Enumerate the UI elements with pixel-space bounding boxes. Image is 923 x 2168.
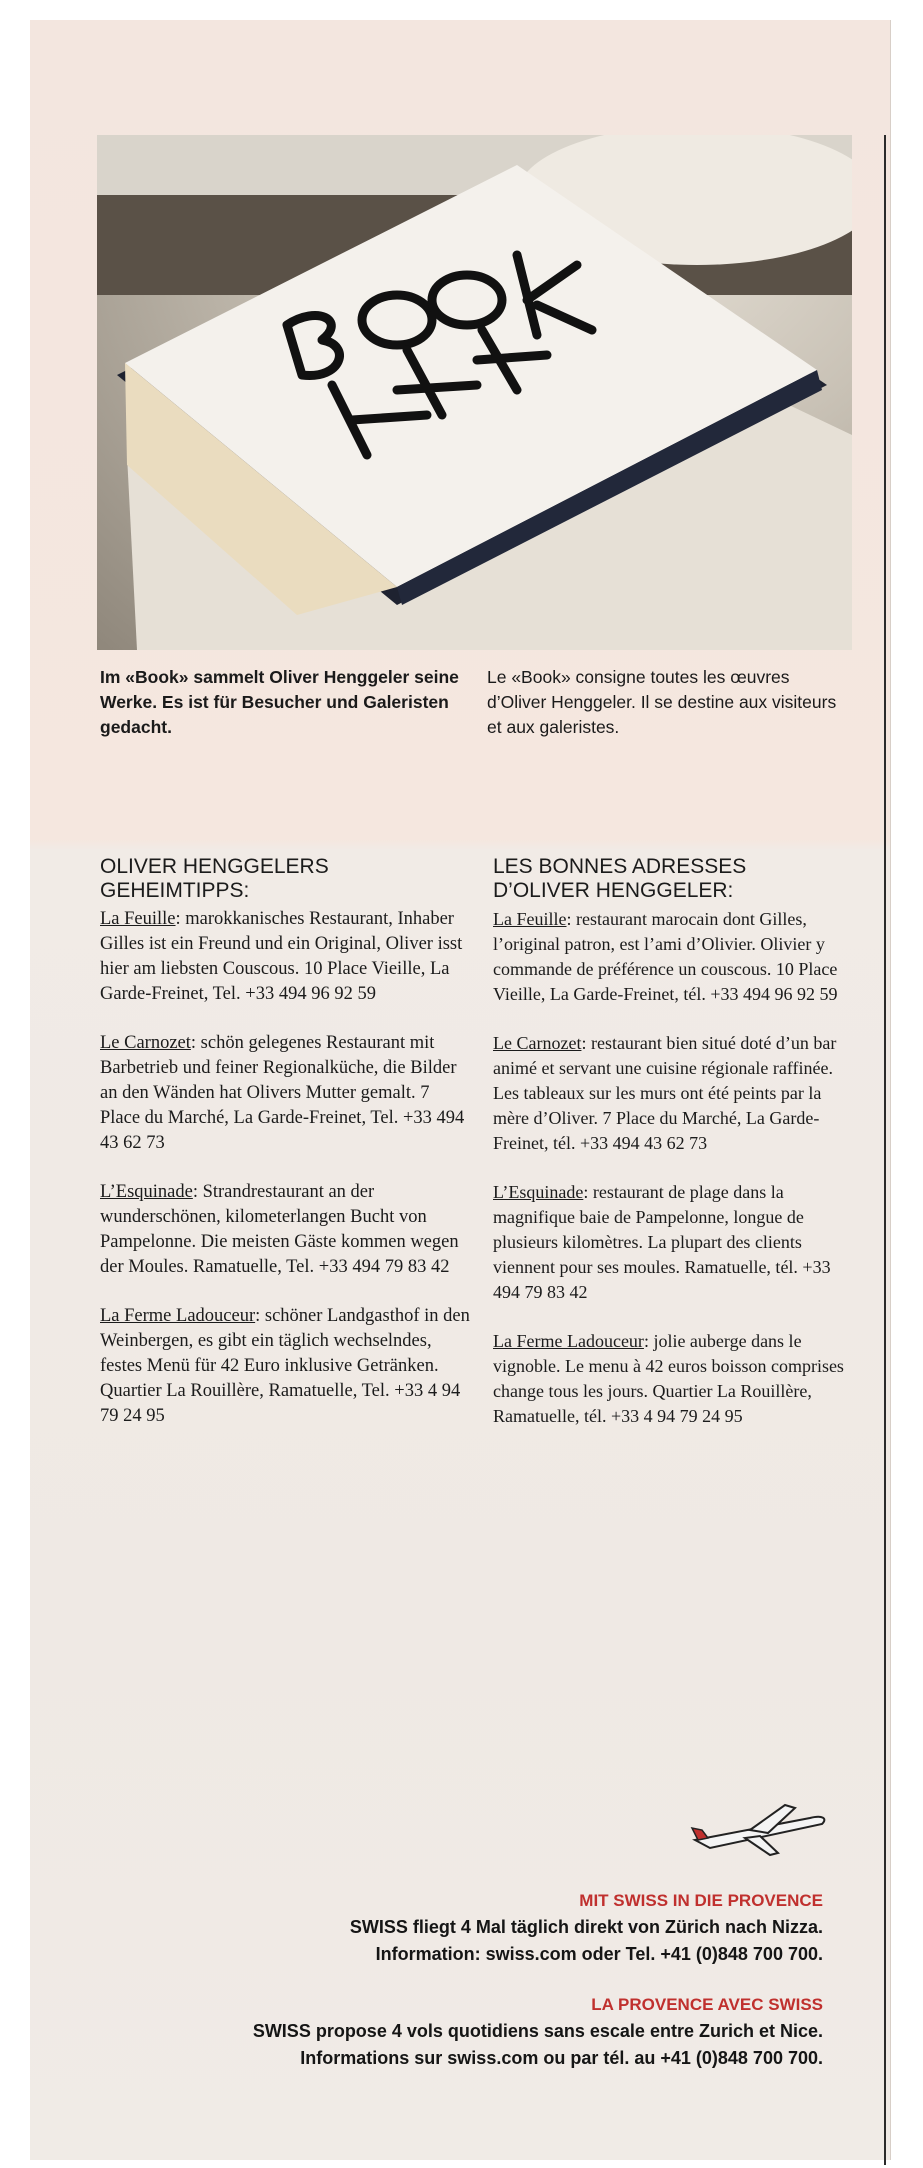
restaurant-description: : schön gelegenes Restaurant mit Barbetrieb und feiner Regionalküche, die Bilder an den Wänden hat Olivers Mutter gemalt. 7 Place du Marché, La Garde-Freinet, Tel. +33 494 43 62 73 — [100, 1033, 465, 1153]
german-entry-la-feuille — [100, 907, 470, 1007]
german-entry-le-carnozet — [100, 1031, 470, 1156]
french-entry-lesquinade — [493, 1180, 853, 1305]
german-heading-line1: OLIVER HENGGELERS — [100, 855, 329, 878]
restaurant-name: La Feuille — [493, 909, 567, 929]
airplane-icon — [690, 1800, 830, 1860]
promo-french — [253, 1992, 823, 2072]
french-entry-la-ferme-ladouceur — [493, 1329, 853, 1429]
restaurant-name: L’Esquinade — [493, 1182, 584, 1202]
french-heading-line1: LES BONNES ADRESSES — [493, 855, 747, 878]
restaurant-name: L’Esquinade — [100, 1182, 193, 1202]
restaurant-description: : restaurant de plage dans la magnifique baie de Pampelonne, longue de plusieurs kilomètres. La plupart des clients viennent pour ses moules. Ramatuelle, tél. +33 494 79 83 42 — [493, 1182, 831, 1302]
restaurant-name: La Ferme Ladouceur — [100, 1306, 256, 1326]
promo-french-line1: SWISS propose 4 vols quotidiens sans escale entre Zurich et Nice. — [252, 2021, 823, 2041]
restaurant-name: La Feuille — [100, 909, 176, 929]
french-heading — [493, 855, 853, 903]
restaurant-description: : jolie auberge dans le vignoble. Le menu à 42 euros boisson comprises change tous les jours. Quartier La Rouillère, Ramatuelle, tél. +33 4 94 79 24 95 — [493, 1331, 844, 1426]
german-entry-la-ferme-ladouceur — [100, 1304, 470, 1429]
promo-german-title: MIT SWISS IN DIE PROVENCE — [579, 1891, 823, 1910]
promo-french-title: LA PROVENCE AVEC SWISS — [591, 1995, 823, 2014]
photo-caption-german: Im «Book» sammelt Oliver Henggeler seine Werke. Es ist für Besucher und Galeristen gedacht. — [100, 667, 459, 737]
restaurant-description: : marokkanisches Restaurant, Inhaber Gilles ist ein Freund und ein Original, Oliver isst hier am liebsten Couscous. 10 Place Vieille, La Garde-Freinet, Tel. +33 494 96 92 59 — [100, 909, 463, 1004]
page-edge-line — [884, 135, 886, 2165]
german-entry-lesquinade — [100, 1180, 470, 1280]
french-entry-le-carnozet — [493, 1031, 853, 1156]
german-tips-column — [100, 855, 470, 1453]
french-heading-line2: D’OLIVER HENGGELER: — [493, 879, 734, 902]
restaurant-description: : Strandrestaurant an der wunderschönen, kilometerlangen Bucht von Pampelonne. Die meisten Gäste kommen wegen der Moules. Ramatuelle, Tel. +33 494 79 83 42 — [100, 1182, 459, 1277]
french-tips-column — [493, 855, 853, 1453]
restaurant-description: : restaurant marocain dont Gilles, l’original patron, est l’ami d’Olivier. Olivier y commande de préférence un couscous. 10 Place Vieille, La Garde-Freinet, tél. +33 494 96 92 59 — [493, 909, 838, 1004]
restaurant-description: : restaurant bien situé doté d’un bar animé et servant une cuisine régionale raffinée. Les tableaux sur les murs ont été peints par la mère d’Oliver. 7 Place du Marché, La Garde-Freinet, tél. +33 494 43 62 73 — [493, 1033, 837, 1153]
promo-german — [350, 1888, 823, 1968]
restaurant-name: La Ferme Ladouceur — [493, 1331, 644, 1351]
restaurant-description: : schöner Landgasthof in den Weinbergen, es gibt ein täglich wechselndes, festes Menü für 42 Euro inklusive Getränken. Quartier La Rouillère, Ramatuelle, Tel. +33 4 94 79 24 95 — [100, 1306, 470, 1426]
restaurant-name: Le Carnozet — [493, 1033, 582, 1053]
restaurant-name: Le Carnozet — [100, 1033, 191, 1053]
german-heading — [100, 855, 470, 903]
promo-german-line1: SWISS fliegt 4 Mal täglich direkt von Zürich nach Nizza. — [349, 1917, 823, 1937]
french-entry-la-feuille — [493, 907, 853, 1007]
promo-french-line2: Informations sur swiss.com ou par tél. au +41 (0)848 700 700. — [300, 2048, 823, 2068]
photo-caption-french: Le «Book» consigne toutes les œuvres d’Oliver Henggeler. Il se destine aux visiteurs et aux galeristes. — [487, 667, 837, 737]
german-heading-line2: GEHEIMTIPPS: — [100, 879, 250, 902]
book-photo — [97, 135, 852, 650]
promo-german-line2: Information: swiss.com oder Tel. +41 (0)848 700 700. — [375, 1944, 823, 1964]
